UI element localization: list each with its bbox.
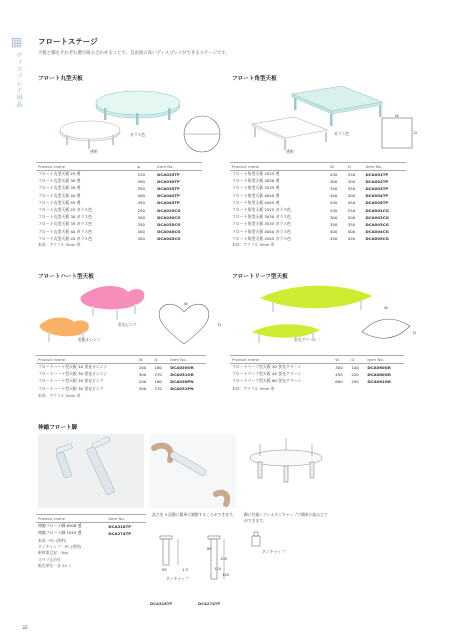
- heart-cell: DCA050OR: [170, 364, 194, 370]
- round-section-title: フロート丸型天板: [38, 76, 83, 82]
- leaf-row: [230, 364, 404, 371]
- square-row: [230, 206, 406, 213]
- leaf-cell: 295: [351, 378, 359, 384]
- heart-cell: 200: [138, 378, 147, 384]
- round-cell: フロート丸型天板 35 透: [38, 185, 81, 191]
- round-cell: DCA035TP: [157, 185, 180, 191]
- square-header-w: W: [328, 163, 346, 171]
- round-cell: 250: [137, 171, 145, 177]
- heart-cell: 180: [154, 364, 162, 370]
- square-cell: 300: [329, 214, 338, 220]
- round-cell: DCA025CG: [157, 207, 181, 213]
- page-title: フロートステージ: [38, 37, 98, 46]
- dim-120: 120: [214, 566, 222, 571]
- square-cell: 450: [329, 236, 338, 242]
- leaf-cell: 300: [335, 364, 343, 370]
- heart-caption-pink: 蛍光ピンク: [118, 322, 137, 327]
- square-row: [230, 178, 406, 185]
- intro-text: 天板と脚をそれぞれ選び組み合わせることで、自由度の高いディスプレイができるステージです。: [38, 51, 230, 56]
- legs-table-specs: [36, 514, 146, 537]
- legs-spec-list: [38, 538, 81, 569]
- square-cell: DCA003TP: [365, 185, 389, 191]
- legs-spec-3: 耐荷重目安：3kg: [38, 550, 68, 556]
- round-table-illustration: [40, 84, 230, 164]
- leaf-row: [230, 378, 404, 385]
- square-row: [230, 228, 406, 235]
- square-cell: 400: [347, 229, 356, 235]
- legs-row: [36, 523, 146, 530]
- side-category-label: ディスプレイ用品: [15, 52, 22, 108]
- round-cell: フロート丸型天板 25 透: [38, 171, 81, 177]
- round-row: [36, 221, 202, 228]
- round-cell: フロート丸型天板 25 ガラス色: [38, 207, 92, 213]
- round-cell: DCA025TP: [157, 171, 180, 177]
- heart-table-specs: [36, 355, 206, 392]
- square-cell: フロート角型天板 4040 ガラス色: [232, 228, 291, 234]
- heart-cell: フロートハート型天板 30 蛍光ピンク: [38, 385, 104, 391]
- leg-code-318: DCA318TP: [150, 601, 173, 606]
- step1-caption: 高さを 3 段階に簡単に調節することができます。: [152, 512, 237, 517]
- round-cell: フロート丸型天板 40 ガラス色: [38, 228, 92, 234]
- legs-section-title: 伸縮フロート脚: [38, 425, 78, 431]
- square-dim-w: W: [395, 113, 399, 118]
- heart-row: [36, 371, 206, 378]
- leaf-table-specs: [230, 355, 404, 385]
- leg-code-274: DCA274TP: [198, 601, 221, 606]
- leaf-dim-d: D: [413, 330, 416, 335]
- screwcap-label-1: ネジキャップ: [166, 576, 189, 581]
- round-row: [36, 171, 202, 178]
- round-cell: DCA030CG: [157, 214, 181, 220]
- heart-section-title: フロートハート型天板: [38, 274, 94, 280]
- leaf-cell: 220: [351, 371, 359, 377]
- square-row: [230, 214, 406, 221]
- square-cell: 350: [329, 185, 338, 191]
- square-cell: DCA002TP: [365, 178, 389, 184]
- round-cell: DCA040CG: [157, 229, 181, 235]
- dim-1-5: 1.5: [182, 567, 189, 572]
- legs-spec-4: スペリ止め付: [38, 556, 61, 562]
- heart-cell: 270: [154, 371, 162, 377]
- step2-caption: 脚に付属しているネジキャップで簡単に組み立てができます。: [244, 512, 328, 523]
- round-caption-clear: 透明: [90, 149, 98, 154]
- round-row: [36, 228, 202, 235]
- round-cell: DCA045TP: [157, 200, 180, 206]
- heart-material-note: 本体：アクリル 5mm 厚: [38, 393, 81, 398]
- legs-photo-drawing: [38, 434, 144, 508]
- heart-row: [36, 364, 206, 371]
- round-cell: フロート丸型天板 45 透: [38, 199, 81, 205]
- step1-photo: [150, 434, 236, 508]
- square-cell: フロート角型天板 2525 ガラス色: [232, 207, 291, 213]
- square-cell: 350: [347, 221, 356, 227]
- heart-cell: 300: [138, 386, 147, 392]
- round-material-note: 本体：アクリル 5mm 厚: [38, 242, 81, 247]
- square-header-item: Item No.: [364, 163, 406, 171]
- round-cell: 450: [137, 200, 145, 206]
- square-cell: 250: [347, 207, 356, 213]
- square-cell: 400: [329, 193, 338, 199]
- round-cell: 450: [137, 236, 145, 242]
- leaf-caption-green: 蛍光グリーン: [294, 337, 317, 342]
- round-cell: DCA035CG: [157, 221, 181, 227]
- square-cell: DCA003CG: [365, 221, 389, 227]
- leaf-cell: 450: [335, 371, 343, 377]
- square-cell: フロート角型天板 4040 透: [232, 192, 280, 198]
- round-row: [36, 199, 202, 206]
- square-cell: 400: [329, 229, 338, 235]
- round-header-dia: φ: [136, 163, 156, 171]
- square-cell: 450: [347, 200, 356, 206]
- square-cell: DCA004TP: [365, 193, 389, 199]
- round-header-item: Item No.: [155, 163, 202, 171]
- leaf-dim-w: W: [384, 305, 388, 310]
- square-caption-clear: 透明: [286, 149, 294, 154]
- leaf-header-d: D: [349, 356, 365, 364]
- round-cell: 400: [137, 229, 145, 235]
- round-cell: 300: [137, 178, 145, 184]
- leaf-header-w: W: [333, 356, 349, 364]
- leg-drawing-318: [150, 528, 190, 600]
- square-cell: 350: [329, 221, 338, 227]
- square-header-name: Product name: [230, 163, 328, 171]
- heart-row: [36, 378, 206, 385]
- round-cell: DCA045CG: [157, 236, 181, 242]
- square-cell: 450: [347, 236, 356, 242]
- square-cell: DCA005TP: [365, 200, 389, 206]
- step1-photo-drawing: [150, 434, 236, 508]
- legs-cell: DCA274TP: [108, 530, 132, 536]
- square-table-illustration: [232, 84, 422, 164]
- screwcap-label-2: ネジキャップ: [262, 549, 285, 554]
- square-cell: フロート角型天板 3030 透: [232, 178, 280, 184]
- leaf-header-item: Item No.: [365, 356, 404, 364]
- legs-photo: [38, 434, 144, 508]
- square-cell: フロート角型天板 3535 透: [232, 185, 280, 191]
- legs-header-name: Product name: [36, 515, 106, 523]
- round-row: [36, 185, 202, 192]
- legs-cell: 伸縮フロート脚 1015 透: [38, 530, 82, 536]
- round-cell: 300: [137, 214, 145, 220]
- round-cell: フロート丸型天板 35 ガラス色: [38, 221, 92, 227]
- legs-spec-2: ネジキャップ：PC (透明): [38, 544, 82, 550]
- round-cell: 400: [137, 193, 145, 199]
- heart-cell: フロートハート型天板 20 蛍光オレンジ: [38, 364, 108, 370]
- square-cell: DCA002CG: [365, 214, 389, 220]
- square-cell: 400: [347, 193, 356, 199]
- leaf-cell: DCA060GR: [367, 371, 391, 377]
- heart-dim-d: D: [218, 322, 221, 327]
- heart-cell: 270: [154, 386, 162, 392]
- round-row: [36, 178, 202, 185]
- heart-cell: DCA050PN: [170, 378, 194, 384]
- legs-spec-5: 販売単位：各 24 ヶ: [38, 562, 72, 568]
- square-cell: DCA001CG: [365, 207, 389, 213]
- square-table-specs: [230, 162, 406, 242]
- round-cell: 350: [137, 221, 145, 227]
- heart-cell: 300: [138, 371, 147, 377]
- leaf-cell: DCA061GR: [367, 378, 391, 384]
- square-cell: DCA004CG: [365, 229, 389, 235]
- square-row: [230, 199, 406, 206]
- square-cell: 250: [347, 171, 356, 177]
- leaf-cell: フロートリーフ型天板 60 蛍光グリーン: [232, 378, 302, 384]
- round-header-name: Product name: [36, 163, 136, 171]
- square-cell: フロート角型天板 2525 透: [232, 171, 280, 177]
- square-material-note: 本体：アクリル 5mm 厚: [232, 242, 275, 247]
- round-cell: フロート丸型天板 40 透: [38, 192, 81, 198]
- step2-assembly-diagram: [244, 434, 328, 506]
- heart-cell: 200: [138, 364, 147, 370]
- round-table-specs: [36, 162, 202, 242]
- square-cell: フロート角型天板 3535 ガラス色: [232, 221, 291, 227]
- leaf-cell: 140: [351, 364, 359, 370]
- dim-100: 100: [220, 556, 228, 561]
- round-cell: フロート丸型天板 30 ガラス色: [38, 214, 92, 220]
- square-row: [230, 171, 406, 178]
- round-cell: DCA040TP: [157, 193, 180, 199]
- legs-cell: DCA318TP: [108, 523, 132, 529]
- round-cell: DCA030TP: [157, 178, 180, 184]
- heart-cell: DCA051OR: [170, 371, 194, 377]
- round-row: [36, 192, 202, 199]
- legs-row: [36, 530, 146, 537]
- square-cell: 300: [347, 178, 356, 184]
- heart-caption-orange: 蛍光オレンジ: [78, 337, 101, 342]
- square-row: [230, 185, 406, 192]
- heart-header-d: D: [152, 356, 168, 364]
- heart-table-illustration: [38, 282, 228, 357]
- page-number: 32: [22, 626, 28, 631]
- square-caption-glass: ガラス色: [334, 131, 350, 136]
- heart-cell: 180: [154, 378, 162, 384]
- square-cell: 250: [329, 207, 338, 213]
- square-cell: フロート角型天板 3030 ガラス色: [232, 214, 291, 220]
- leaf-table-illustration: [232, 282, 422, 357]
- heart-cell: DCA051PN: [170, 386, 194, 392]
- square-row: [230, 221, 406, 228]
- heart-header-w: W: [137, 356, 153, 364]
- legs-spec-1: 本体：PC (透明): [38, 538, 67, 543]
- round-cell: 250: [137, 207, 145, 213]
- leaf-header-name: Product name: [230, 356, 333, 364]
- round-cell: フロート丸型天板 30 透: [38, 178, 81, 184]
- dim-65: 65: [162, 567, 167, 572]
- square-header-d: D: [346, 163, 364, 171]
- heart-row: [36, 385, 206, 392]
- leaf-row: [230, 371, 404, 378]
- dim-145: 145: [222, 572, 230, 577]
- heart-dim-w: W: [184, 301, 188, 306]
- heart-header-item: Item No.: [168, 356, 206, 364]
- heart-header-name: Product name: [36, 356, 137, 364]
- round-row: [36, 214, 202, 221]
- square-cell: 300: [347, 214, 356, 220]
- square-cell: DCA005CG: [365, 236, 389, 242]
- round-cell: フロート丸型天板 45 ガラス色: [38, 235, 92, 241]
- square-cell: フロート角型天板 4545 透: [232, 199, 280, 205]
- leaf-cell: フロートリーフ型天板 30 蛍光グリーン: [232, 364, 302, 370]
- square-cell: 250: [329, 171, 338, 177]
- legs-header-item: Item No.: [106, 515, 146, 523]
- round-cell: 350: [137, 185, 145, 191]
- leaf-material-note: 本体：アクリル 5mm 厚: [232, 386, 275, 391]
- square-cell: 350: [347, 185, 356, 191]
- round-row: [36, 206, 202, 213]
- dim-80: 80: [207, 546, 212, 551]
- square-section-title: フロート角型天板: [232, 76, 277, 82]
- square-cell: DCA001TP: [365, 171, 389, 177]
- legs-cell: 伸縮フロート脚 6508 透: [38, 523, 82, 529]
- leg-drawing-274: [198, 528, 238, 600]
- square-cell: 450: [329, 200, 338, 206]
- leaf-cell: フロートリーフ型天板 45 蛍光グリーン: [232, 371, 302, 377]
- leaf-cell: DCA060GR: [367, 364, 391, 370]
- heart-cell: フロートハート型天板 20 蛍光ピンク: [38, 378, 104, 384]
- square-row: [230, 192, 406, 199]
- leaf-cell: 600: [335, 378, 343, 384]
- round-caption-glass: ガラス色: [130, 132, 146, 137]
- square-cell: 300: [329, 178, 338, 184]
- leaf-section-title: フロートリーフ型天板: [232, 274, 288, 280]
- heart-cell: フロートハート型天板 30 蛍光オレンジ: [38, 371, 108, 377]
- side-grid-icon: [12, 38, 22, 48]
- square-cell: フロート角型天板 4545 ガラス色: [232, 235, 291, 241]
- square-dim-d: D: [414, 130, 417, 135]
